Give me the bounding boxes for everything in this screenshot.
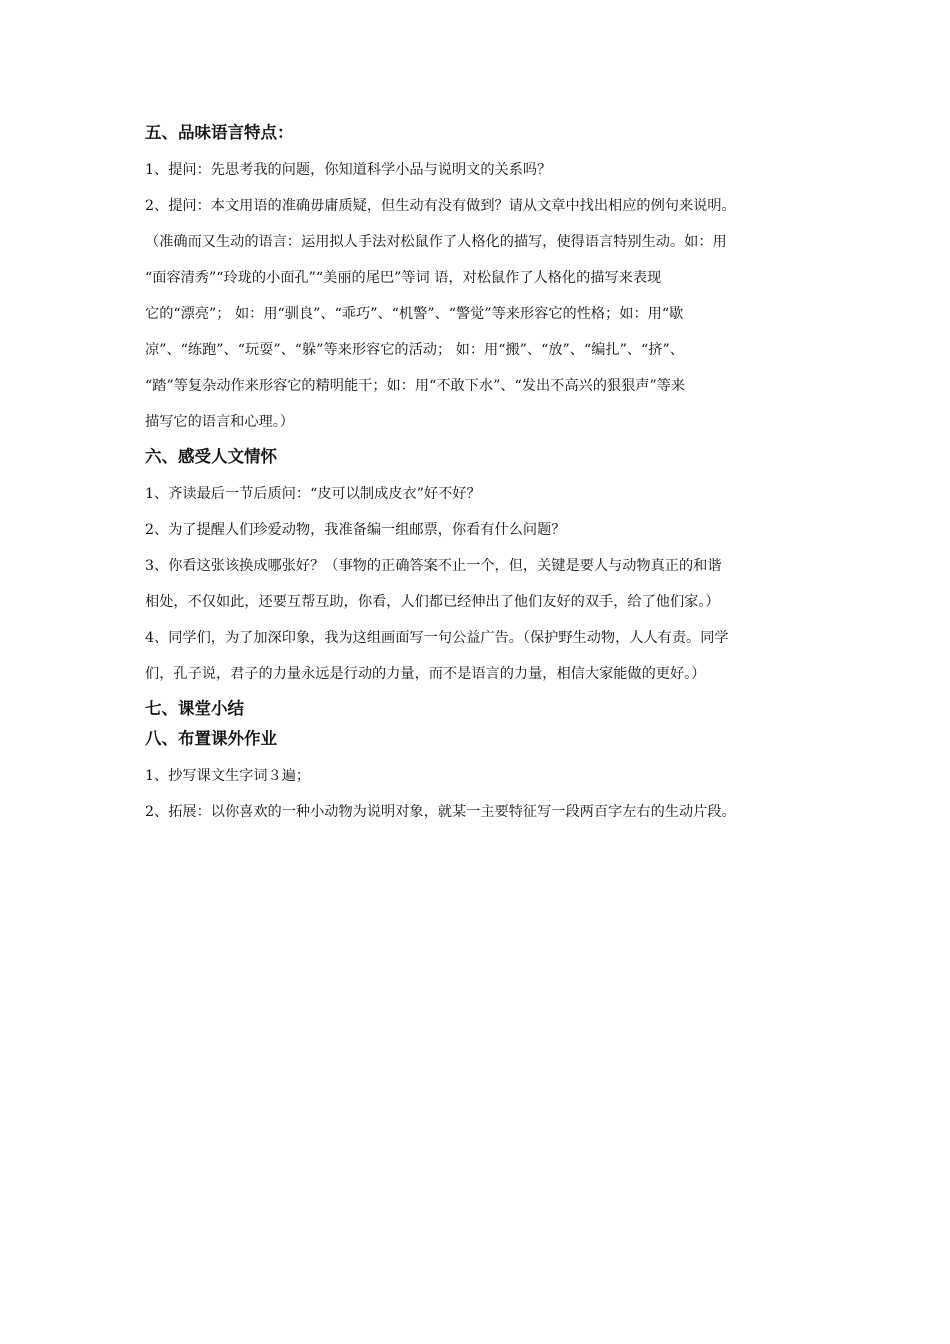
text-line: 4、同学们，为了加深印象，我为这组画面写一句公益广告。（保护野生动物，人人有责。同学 [145,630,729,646]
document-body [145,122,825,830]
section6-item-4 [145,620,825,692]
text-line: “面容清秀”“玲珑的小面孔”“美丽的尾巴”等词 语，对松鼠作了人格化的描写来表现 [145,270,662,286]
section-heading-7: 七、课堂小结 [145,699,244,718]
section-heading-8: 八、布置课外作业 [145,729,277,748]
text-line: 凉”、“练跑”、“玩耍”、“躲”等来形容它的活动； 如：用“搬”、“放”、“编扎”、“挤”、 [145,342,684,358]
text-line: 它的“漂亮”； 如：用“驯良”、“乖巧”、“机警”、“警觉”等来形容它的性格；如：用“歇 [145,306,684,322]
text-line: 描写它的语言和心理。） [145,414,294,430]
section8-item-2 [145,794,825,830]
section-heading-5: 五、品味语言特点： [145,123,294,142]
text-line: 1、抄写课文生字词３遍； [145,768,311,784]
section-heading-6: 六、感受人文情怀 [145,447,277,466]
text-line: 3、你看这张该换成哪张好？（事物的正确答案不止一个，但，关键是要人与动物真正的和谐 [145,558,722,574]
text-line: 1、齐读最后一节后质问：“皮可以制成皮衣”好不好？ [145,486,481,502]
section6-item-2 [145,512,825,548]
text-line: 1、提问：先思考我的问题，你知道科学小品与说明文的关系吗？ [145,162,552,178]
text-line: “踏”等复杂动作来形容它的精明能干；如：用“不敢下水”、“发出不高兴的狠狠声”等来 [145,378,686,394]
text-line: 2、为了提醒人们珍爱动物，我准备编一组邮票，你看有什么问题？ [145,522,566,538]
text-line: 们，孔子说，君子的力量永远是行动的力量，而不是语言的力量，相信大家能做的更好。） [145,666,706,682]
text-line: （准确而又生动的语言：运用拟人手法对松鼠作了人格化的描写，使得语言特别生动。如：用 [145,234,727,250]
section5-question-2 [145,188,825,224]
text-line: 2、拓展：以你喜欢的一种小动物为说明对象，就某一主要特征写一段两百字左右的生动片段。 [145,804,736,820]
section8-item-1 [145,758,825,794]
section5-answer [145,224,825,440]
section6-item-1 [145,476,825,512]
section5-question-1 [145,152,825,188]
text-line: 2、提问：本文用语的准确毋庸质疑，但生动有没有做到？请从文章中找出相应的例句来说明。 [145,198,736,214]
section6-item-3 [145,548,825,620]
text-line: 相处，不仅如此，还要互帮互助，你看，人们都已经伸出了他们友好的双手，给了他们家。） [145,594,720,610]
